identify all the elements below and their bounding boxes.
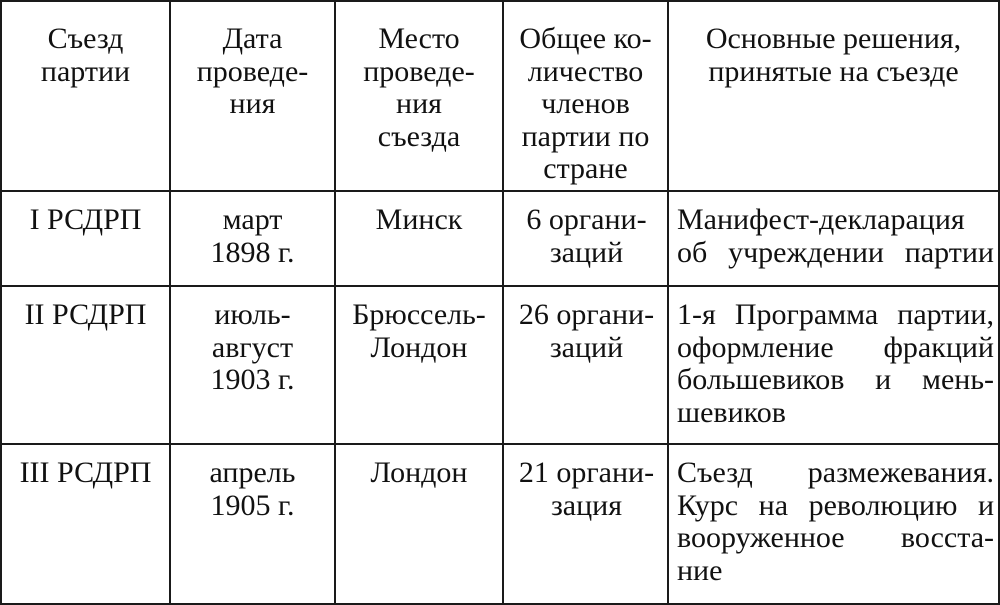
decisions-cell [668,191,999,286]
decisions-line: шевиков [677,395,786,429]
header-text-line: Дата [222,22,283,55]
members-line: заций [549,330,624,364]
header-text-line: съезда [377,119,461,153]
header-text-line: личество [527,54,644,88]
header-members [503,1,668,191]
congress-name: III РСДРП [19,456,152,489]
members-line: 26 органи- [518,298,655,331]
congress-cell [1,286,170,444]
header-text-line: Общее ко- [519,22,652,55]
header-text-line: членов [541,87,630,120]
table-row [1,191,999,286]
decisions-line: вооруженное восста- [677,521,994,554]
header-text-line: ния [396,87,442,120]
congress-name: II РСДРП [24,298,147,331]
header-decisions [668,1,999,191]
header-date [170,1,335,191]
place-cell [335,286,503,444]
members-line: 6 органи- [526,203,647,236]
decisions-line: Манифест-декларация [677,203,965,236]
congress-cell [1,444,170,604]
date-line: 1903 г. [210,363,295,396]
date-line: апрель [209,456,296,489]
date-line: август [211,330,294,364]
date-cell [170,191,335,286]
decisions-line: Съезд размежевания. [677,456,994,489]
header-text-line: проведе- [196,54,309,88]
members-line: зация [550,488,623,522]
place-line: Лондон [370,456,468,489]
congress-cell [1,191,170,286]
decisions-line: большевиков и мень- [677,363,994,396]
header-text-line: принятые на съезде [708,54,959,88]
table-row [1,286,999,444]
decisions-cell [668,286,999,444]
date-line: 1898 г. [210,235,295,269]
header-text-line: Основные решения, [705,22,962,55]
table-row [1,444,999,604]
decisions-cell [668,444,999,604]
date-line: 1905 г. [210,488,295,522]
decisions-line: об учреждении партии [677,235,994,269]
decisions-line: оформление фракций [677,330,994,364]
header-text-line: ния [229,87,276,120]
date-line: июль- [214,298,291,331]
place-line: Лондон [370,330,468,364]
date-cell [170,286,335,444]
header-text-line: стране [543,152,628,185]
header-congress [1,1,170,191]
decisions-line: 1-я Программа партии, [677,298,994,331]
members-cell [503,444,668,604]
header-text-line: Съезд [47,22,124,55]
place-line: Брюссель- [352,298,486,331]
members-cell [503,191,668,286]
date-cell [170,444,335,604]
decisions-line: Курс на революцию и [677,488,994,522]
date-line: март [222,203,283,236]
members-line: 21 органи- [518,456,655,489]
place-line: Минск [375,203,463,236]
header-place [335,1,503,191]
header-text-line: Место [378,22,460,55]
header-text-line: партии [40,54,131,88]
congress-name: I РСДРП [29,203,142,236]
header-text-line: проведе- [363,54,475,88]
place-cell [335,444,503,604]
place-cell [335,191,503,286]
header-row [1,1,999,191]
members-cell [503,286,668,444]
header-text-line: партии по [521,119,650,153]
members-line: заций [549,235,624,269]
decisions-line: ние [677,553,723,587]
